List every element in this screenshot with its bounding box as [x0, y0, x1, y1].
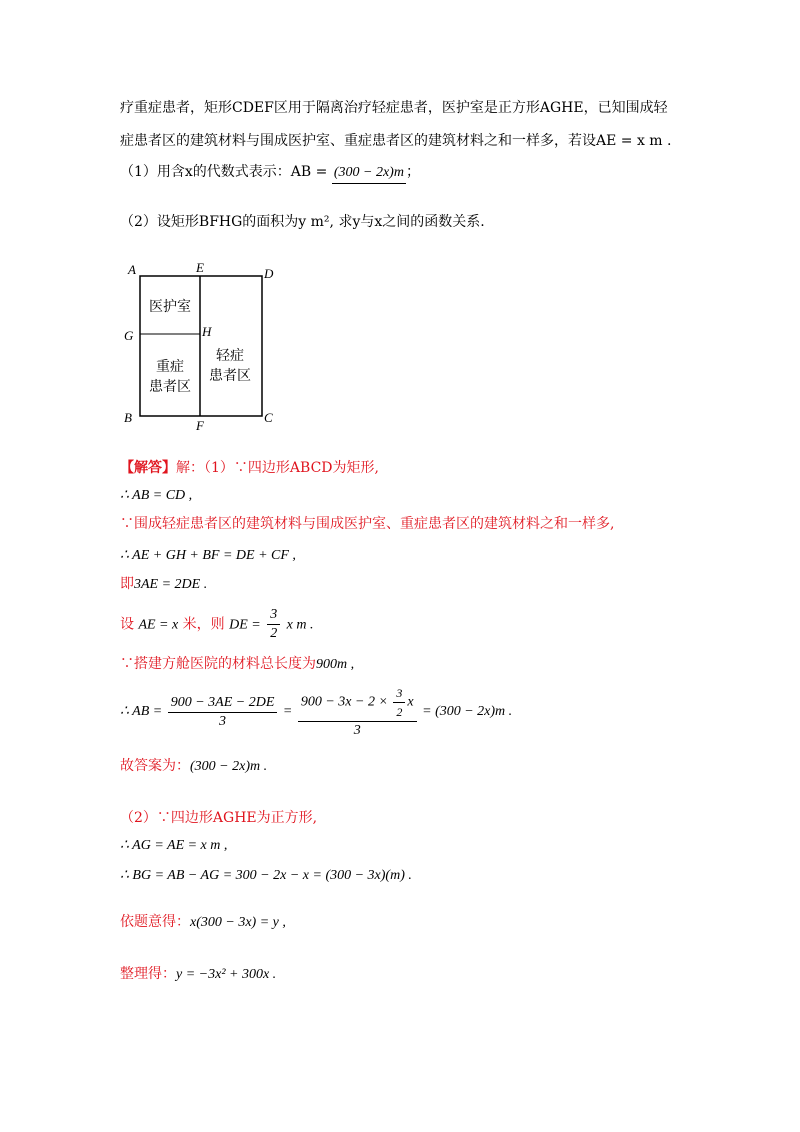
part-2-step-2: ∴ BG = AB − AG = 300 − 2x − x = (300 − 3x)(m) .	[120, 868, 412, 883]
part-2-step-3-text: 依题意得：	[120, 914, 190, 930]
step-4-text: 即	[120, 576, 134, 592]
solution-step-3: ∴ AE + GH + BF = DE + CF ,	[120, 548, 296, 563]
solution-step-4	[120, 574, 207, 595]
fraction-three-halves: $\frac{3}{2}$	[267, 606, 280, 643]
fraction-inner: $\frac{3}{2}$	[393, 684, 405, 721]
step-5-math-2a: DE =	[229, 617, 261, 633]
step-5-math-1: AE = x	[138, 617, 179, 633]
step-6-text: ∵搭建方舱医院的材料总长度为	[120, 656, 316, 672]
label-d: D	[264, 266, 274, 281]
problem-line-2: 症患者区的建筑材料与围成医护室、重症患者区的建筑材料之和一样多，若设AE = x m .	[120, 133, 672, 149]
step-5-math-2b: x m .	[286, 617, 314, 633]
room-mild-line-1: 轻症	[216, 348, 244, 364]
label-a: A	[128, 262, 136, 277]
solution-step-8	[120, 756, 267, 777]
question-1-prefix: （1）用含x的代数式表示：AB =	[120, 164, 328, 180]
solution-step-1: ∴ AB = CD ,	[120, 488, 193, 503]
step-8-math: (300 − 2x)m .	[190, 759, 268, 774]
step-5-text-2: 米，则	[182, 616, 225, 633]
step-4-math: 3AE = 2DE .	[134, 577, 208, 592]
room-medical: 医护室	[149, 299, 191, 315]
label-g: G	[124, 328, 134, 343]
problem-line-1: 疗重症患者，矩形CDEF区用于隔离治疗轻症患者，医护室是正方形AGHE，已知围成轻	[120, 100, 668, 116]
question-1-suffix: ；	[405, 164, 420, 180]
part-2-header: （2）∵四边形AGHE为正方形,	[120, 810, 318, 826]
fraction-ab-2: 900 − 3x − 2 × $\frac{3}{2}$ x 3	[298, 684, 417, 740]
room-severe-line-2: 患者区	[149, 379, 191, 395]
solution-step-6	[120, 654, 354, 675]
part-2-step-4-math: y = −3x² + 300x .	[176, 967, 277, 982]
rectangle-diagram	[118, 258, 288, 436]
label-b: B	[124, 410, 132, 425]
step-7-lead: ∴ AB =	[120, 704, 163, 720]
part-2-step-4	[120, 964, 276, 985]
label-e: E	[196, 260, 204, 275]
step-6-math: 900m ,	[316, 657, 355, 672]
room-mild-line-2: 患者区	[209, 368, 251, 384]
step-7-tail: = (300 − 2x)m .	[422, 704, 513, 720]
part-2-step-1: ∴ AG = AE = x m ,	[120, 838, 228, 853]
part-2-step-3-math: x(300 − 3x) = y ,	[190, 915, 286, 930]
question-2: （2）设矩形BFHG的面积为y m², 求y与x之间的函数关系.	[120, 214, 485, 230]
solution-header	[120, 458, 379, 478]
solution-header-text: 解：（1）∵四边形ABCD为矩形,	[176, 460, 379, 476]
question-1	[120, 162, 420, 184]
label-c: C	[264, 410, 273, 425]
step-5-text-1: 设	[120, 616, 134, 633]
part-2-step-4-text: 整理得：	[120, 966, 176, 982]
step-8-text: 故答案为：	[120, 758, 190, 774]
step-7-eq: =	[282, 704, 293, 720]
part-2-step-3	[120, 912, 286, 933]
fraction-ab-1: $\frac{900 - 3AE - 2DE}{3}$	[168, 694, 278, 731]
label-h: H	[202, 324, 212, 339]
solution-tag: 【解答】	[120, 460, 176, 476]
room-severe-line-1: 重症	[156, 359, 184, 375]
solution-step-5	[120, 606, 313, 644]
answer-blank: (300 − 2x)m	[332, 163, 406, 184]
solution-step-2: ∵围成轻症患者区的建筑材料与围成医护室、重症患者区的建筑材料之和一样多,	[120, 516, 615, 532]
solution-step-7	[120, 684, 512, 740]
label-f: F	[196, 418, 204, 433]
